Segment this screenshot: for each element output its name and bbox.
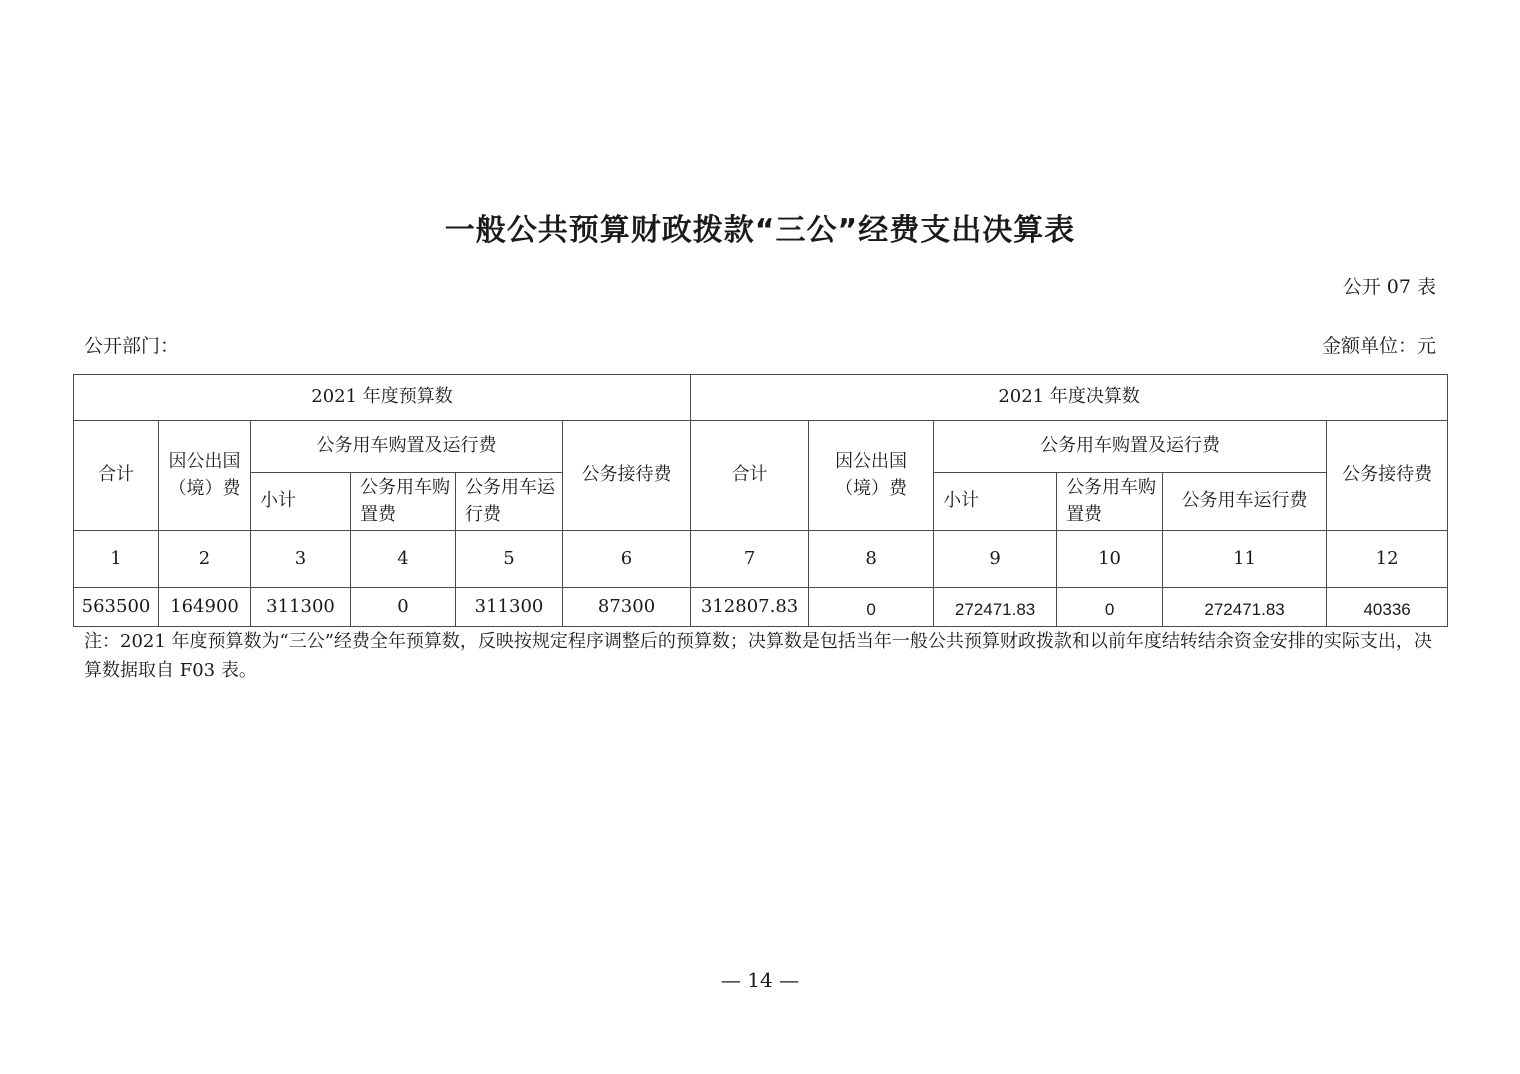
column-number: 7	[691, 531, 809, 588]
column-number: 5	[456, 531, 563, 588]
final-group-header: 2021 年度决算数	[691, 375, 1448, 421]
table-note: 注：2021 年度预算数为“三公”经费全年预算数，反映按规定程序调整后的预算数；决算数是包括当年一般公共预算财政拨款和以前年度结转结余资金安排的实际支出，决算数据取自 F03 表。	[84, 631, 1432, 681]
three-public-expenses-table	[73, 374, 1448, 627]
final-subtotal-value: 272471.83	[934, 588, 1057, 627]
final-operation-header: 公务用车运行费	[1163, 473, 1327, 531]
budget-purchase-header: 公务用车购置费	[351, 473, 456, 531]
amount-unit-label: 金额单位：元	[1321, 335, 1436, 357]
budget-total-value: 563500	[74, 588, 159, 627]
column-number: 9	[934, 531, 1057, 588]
column-number: 6	[563, 531, 691, 588]
column-number: 10	[1057, 531, 1163, 588]
page-title: 一般公共预算财政拨款“三公”经费支出决算表	[444, 213, 1076, 248]
value-row	[74, 588, 1448, 627]
final-abroad-header: 因公出国（境）费	[809, 421, 934, 531]
page-number: — 14 —	[720, 968, 800, 992]
final-purchase-value: 0	[1057, 588, 1163, 627]
column-number-row	[74, 531, 1448, 588]
budget-purchase-value: 0	[351, 588, 456, 627]
column-number: 8	[809, 531, 934, 588]
final-reception-value: 40336	[1327, 588, 1448, 627]
budget-group-header: 2021 年度预算数	[74, 375, 691, 421]
department-label: 公开部门：	[84, 335, 180, 357]
final-operation-value: 272471.83	[1163, 588, 1327, 627]
column-number: 3	[251, 531, 351, 588]
final-reception-header: 公务接待费	[1327, 421, 1448, 531]
budget-operation-value: 311300	[456, 588, 563, 627]
column-number: 11	[1163, 531, 1327, 588]
column-number: 12	[1327, 531, 1448, 588]
budget-abroad-value: 164900	[159, 588, 251, 627]
column-number: 2	[159, 531, 251, 588]
final-total-header: 合计	[691, 421, 809, 531]
final-purchase-header: 公务用车购置费	[1057, 473, 1163, 531]
final-vehicle-header: 公务用车购置及运行费	[934, 421, 1327, 473]
budget-vehicle-header: 公务用车购置及运行费	[251, 421, 563, 473]
table-number: 公开 07 表	[1342, 276, 1436, 298]
final-abroad-value: 0	[809, 588, 934, 627]
column-number: 1	[74, 531, 159, 588]
budget-reception-header: 公务接待费	[563, 421, 691, 531]
final-subtotal-header: 小计	[934, 473, 1057, 531]
budget-reception-value: 87300	[563, 588, 691, 627]
budget-operation-header: 公务用车运行费	[456, 473, 563, 531]
budget-subtotal-value: 311300	[251, 588, 351, 627]
budget-abroad-header: 因公出国（境）费	[159, 421, 251, 531]
budget-total-header: 合计	[74, 421, 159, 531]
final-total-value: 312807.83	[691, 588, 809, 627]
column-number: 4	[351, 531, 456, 588]
budget-subtotal-header: 小计	[251, 473, 351, 531]
